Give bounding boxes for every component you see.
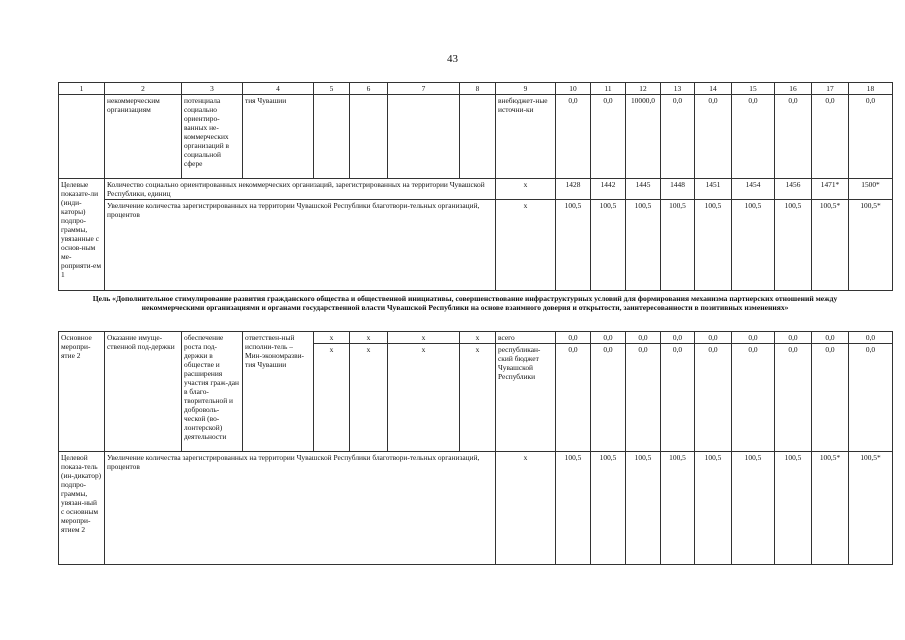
value-cell: 1448	[661, 179, 695, 200]
value-cell: 0,0	[775, 95, 812, 179]
value-cell: 0,0	[556, 344, 591, 452]
cell: Оказание имуще-ственной под-держки	[105, 332, 182, 452]
value-cell: 0,0	[775, 344, 812, 452]
value-cell: 100,5*	[849, 200, 893, 291]
value-cell: 0,0	[849, 332, 893, 344]
col-num: 11	[591, 83, 626, 95]
value-cell: 0,0	[661, 95, 695, 179]
value-cell: 1471*	[812, 179, 849, 200]
cell: x	[460, 344, 496, 452]
funding-source: всего	[496, 332, 556, 344]
value-cell: 100,5	[661, 452, 695, 565]
value-cell: 0,0	[661, 344, 695, 452]
value-cell: 100,5	[775, 452, 812, 565]
col-num: 14	[695, 83, 732, 95]
cell: x	[496, 200, 556, 291]
cell	[59, 95, 105, 179]
value-cell: 0,0	[661, 332, 695, 344]
value-cell: 1442	[591, 179, 626, 200]
funding-source: республикан-ский бюджет Чувашской Республики	[496, 344, 556, 452]
cell	[314, 95, 350, 179]
cell: x	[314, 332, 350, 344]
value-cell: 100,5	[695, 200, 732, 291]
value-cell: 0,0	[732, 332, 775, 344]
col-num: 3	[182, 83, 243, 95]
table-row	[59, 452, 893, 565]
cell: x	[350, 332, 388, 344]
col-num: 10	[556, 83, 591, 95]
target-indicators-label: Целевые показате-ли (инди-каторы) подпро-граммы, увязанные с основ-ным ме-роприяти-ем 1	[59, 179, 105, 291]
cell: ответствен-ный исполни-тель – Мин-экономразви-тия Чувашии	[243, 332, 314, 452]
table-row	[59, 200, 893, 291]
col-num: 2	[105, 83, 182, 95]
value-cell: 100,5	[661, 200, 695, 291]
col-num: 12	[626, 83, 661, 95]
indicator-text: Увеличение количества зарегистрированных на территории Чувашской Республики благотвори-тельных организаций, процентов	[105, 200, 496, 291]
value-cell: 0,0	[591, 344, 626, 452]
cell: потенциала социально ориентиро-ванных не-коммерческих организаций в социальной сфере	[182, 95, 243, 179]
value-cell: 0,0	[812, 332, 849, 344]
value-cell: 0,0	[775, 332, 812, 344]
value-cell: 0,0	[556, 332, 591, 344]
main-activity-label: Основное меропри-ятие 2	[59, 332, 105, 452]
col-num: 15	[732, 83, 775, 95]
table-row	[59, 332, 893, 344]
value-cell: 100,5	[626, 200, 661, 291]
page-number: 43	[447, 53, 458, 65]
value-cell: 0,0	[812, 95, 849, 179]
value-cell: 10000,0	[626, 95, 661, 179]
col-num: 9	[496, 83, 556, 95]
col-num: 7	[388, 83, 460, 95]
indicator-text: Увеличение количества зарегистрированных на территории Чувашской Республики благотвори-тельных организаций, процентов	[105, 452, 496, 565]
cell	[350, 95, 388, 179]
cell: обеспечение роста под-держки в обществе и расширения участия граж-дан в благо-творительной и доброволь-ческой (во-лонтерской) деятельности	[182, 332, 243, 452]
value-cell: 1445	[626, 179, 661, 200]
value-cell: 100,5	[556, 200, 591, 291]
indicator-text: Количество социально ориентированных некоммерческих организаций, зарегистрированных на территории Чувашской Республики, единиц	[105, 179, 496, 200]
cell: x	[314, 344, 350, 452]
indicator-table-2	[58, 331, 893, 565]
value-cell: 100,5*	[812, 452, 849, 565]
column-number-row	[59, 83, 893, 95]
value-cell: 0,0	[812, 344, 849, 452]
indicator-table-1	[58, 82, 893, 291]
value-cell: 0,0	[695, 332, 732, 344]
col-num: 8	[460, 83, 496, 95]
value-cell: 0,0	[695, 344, 732, 452]
cell: внебюджет-ные источни-ки	[496, 95, 556, 179]
target-indicator-label: Целевой показа-тель (ин-дикатор) подпро-граммы, увязан-ный с основным меропри-ятием 2	[59, 452, 105, 565]
col-num: 16	[775, 83, 812, 95]
value-cell: 100,5	[775, 200, 812, 291]
cell: тия Чувашии	[243, 95, 314, 179]
col-num: 5	[314, 83, 350, 95]
value-cell: 100,5	[732, 452, 775, 565]
value-cell: 100,5	[626, 452, 661, 565]
value-cell: 0,0	[626, 332, 661, 344]
cell: x	[496, 452, 556, 565]
cell: x	[460, 332, 496, 344]
cell: x	[388, 332, 460, 344]
col-num: 1	[59, 83, 105, 95]
table-row	[59, 95, 893, 179]
value-cell: 100,5	[591, 452, 626, 565]
value-cell: 0,0	[695, 95, 732, 179]
value-cell: 100,5*	[849, 452, 893, 565]
value-cell: 100,5	[591, 200, 626, 291]
value-cell: 100,5	[556, 452, 591, 565]
goal-heading: Цель «Дополнительное стимулирование развития гражданского общества и общественной инициативы, совершенствование инфраструктурных условий для формирования механизма партнерских отношений между некоммерческими организациями и органами государственной власти Чувашской Республики на основе взаимного доверия и открытости, заинтересованности в позитивных изменениях»	[92, 294, 838, 313]
value-cell: 100,5	[732, 200, 775, 291]
value-cell: 0,0	[849, 95, 893, 179]
value-cell: 0,0	[732, 95, 775, 179]
cell	[388, 95, 460, 179]
cell: x	[350, 344, 388, 452]
value-cell: 0,0	[591, 95, 626, 179]
cell: некоммерческим организациям	[105, 95, 182, 179]
value-cell: 1454	[732, 179, 775, 200]
value-cell: 1451	[695, 179, 732, 200]
value-cell: 0,0	[591, 332, 626, 344]
value-cell: 1428	[556, 179, 591, 200]
table-row	[59, 179, 893, 200]
col-num: 18	[849, 83, 893, 95]
value-cell: 1500*	[849, 179, 893, 200]
cell: x	[496, 179, 556, 200]
value-cell: 100,5	[695, 452, 732, 565]
cell	[460, 95, 496, 179]
value-cell: 0,0	[849, 344, 893, 452]
value-cell: 0,0	[732, 344, 775, 452]
value-cell: 0,0	[556, 95, 591, 179]
value-cell: 0,0	[626, 344, 661, 452]
col-num: 13	[661, 83, 695, 95]
value-cell: 100,5*	[812, 200, 849, 291]
col-num: 17	[812, 83, 849, 95]
cell: x	[388, 344, 460, 452]
col-num: 6	[350, 83, 388, 95]
value-cell: 1456	[775, 179, 812, 200]
col-num: 4	[243, 83, 314, 95]
